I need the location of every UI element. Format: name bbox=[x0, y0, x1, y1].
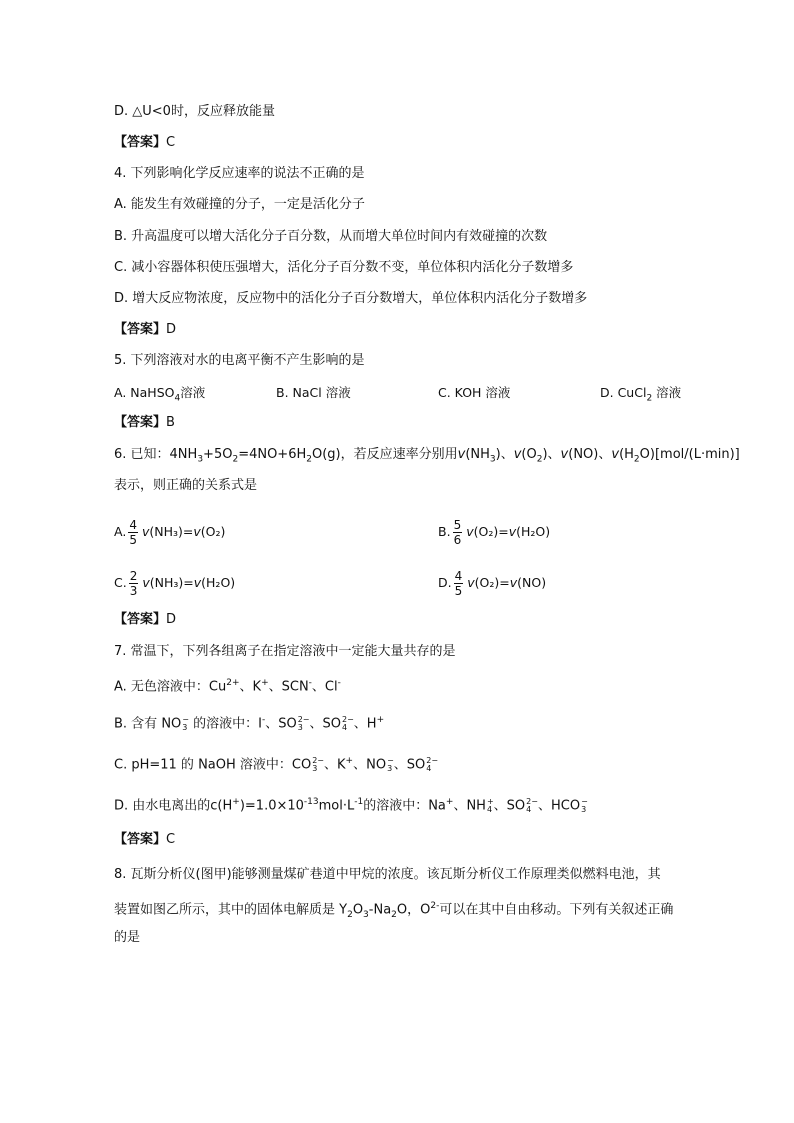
q4-option-d: D. 增大反应物浓度，反应物中的活化分子百分数增大，单位体积内活化分子数增多 bbox=[114, 291, 588, 306]
q5-option-c: C. KOH 溶液 bbox=[438, 385, 511, 400]
q8-stem-line1: 8. 瓦斯分析仪(图甲)能够测量煤矿巷道中甲烷的浓度。该瓦斯分析仪工作原理类似燃料电池，其 bbox=[114, 867, 661, 882]
q6-option-d: D. $\frac{4}{5}$ v(O₂)=v(NO) bbox=[438, 569, 547, 598]
q4-option-b: B. 升高温度可以增大活化分子百分数，从而增大单位时间内有效碰撞的次数 bbox=[114, 229, 548, 244]
fraction: $\frac{2}{3}$ bbox=[129, 569, 138, 598]
q6-option-a: A. $\frac{4}{5}$ v(NH₃)=v(O₂) bbox=[114, 518, 226, 547]
q7-option-b: B. 含有 NO − 3 的溶液中：I-、SO 2− 3 、SO 2− 4 、H+ bbox=[114, 714, 385, 732]
q5-option-d: D. CuCl$_2$ 溶液 bbox=[600, 385, 682, 404]
q8-stem-line2: 装置如图乙所示，其中的固体电解质是 $Y_2O_3-Na_2O$，$O^{2-}$可以在其中自由移动。下列有关叙述正确 bbox=[114, 901, 674, 920]
q3-option-d: D. △U<0时，反应释放能量 bbox=[114, 104, 275, 119]
q7-option-c: C. pH=11 的 NaOH 溶液中：CO 2− 3 、K+、NO − 3 、SO 2− 4 bbox=[114, 755, 439, 773]
fraction: $\frac{4}{5}$ bbox=[129, 518, 137, 547]
q5-option-b: B. NaCl 溶液 bbox=[276, 385, 351, 400]
q5-stem: 5. 下列溶液对水的电离平衡不产生影响的是 bbox=[114, 353, 365, 368]
q7-answer: 【答案】C bbox=[114, 832, 176, 847]
q7-stem: 7. 常温下，下列各组离子在指定溶液中一定能大量共存的是 bbox=[114, 644, 456, 659]
q7-option-a: A. 无色溶液中：$Cu^{2+}$、K+、SCN-、Cl- bbox=[114, 678, 341, 695]
q5-option-a: A. NaHSO$_4$溶液 bbox=[114, 385, 206, 404]
q4-answer: 【答案】D bbox=[114, 322, 177, 337]
q4-option-a: A. 能发生有效碰撞的分子，一定是活化分子 bbox=[114, 197, 365, 212]
fraction: $\frac{4}{5}$ bbox=[454, 569, 463, 598]
q6-stem-line2: 表示，则正确的关系式是 bbox=[114, 478, 258, 493]
q6-answer: 【答案】D bbox=[114, 612, 177, 627]
fraction: $\frac{5}{6}$ bbox=[453, 518, 462, 547]
q5-answer: 【答案】B bbox=[114, 415, 175, 430]
q6-option-c: C. $\frac{2}{3}$ v(NH₃)=v(H₂O) bbox=[114, 569, 236, 598]
q7-option-d: D. 由水电离出的$c(H^+)=1.0\times 10^{-13}mol\cdot L^{-1}$的溶液中：Na+、NH + 4 、SO 2− 4 、HCO − 3 bbox=[114, 796, 588, 814]
q4-stem: 4. 下列影响化学反应速率的说法不正确的是 bbox=[114, 166, 365, 181]
q3-answer: 【答案】C bbox=[114, 135, 176, 150]
q6-stem-line1: 6. 已知：$4NH_3+5O_2=4NO+6H_2O(g)$，若反应速率分别用$v(NH_3)$、$v(O_2)$、v(NO)、$v(H_2O)[mol/(L\cdot\min)]$ bbox=[114, 447, 740, 465]
q8-stem-line3: 的是 bbox=[114, 930, 141, 945]
q4-option-c: C. 减小容器体积使压强增大，活化分子百分数不变，单位体积内活化分子数增多 bbox=[114, 260, 574, 275]
q6-option-b: B. $\frac{5}{6}$ v(O₂)=v(H₂O) bbox=[438, 518, 551, 547]
